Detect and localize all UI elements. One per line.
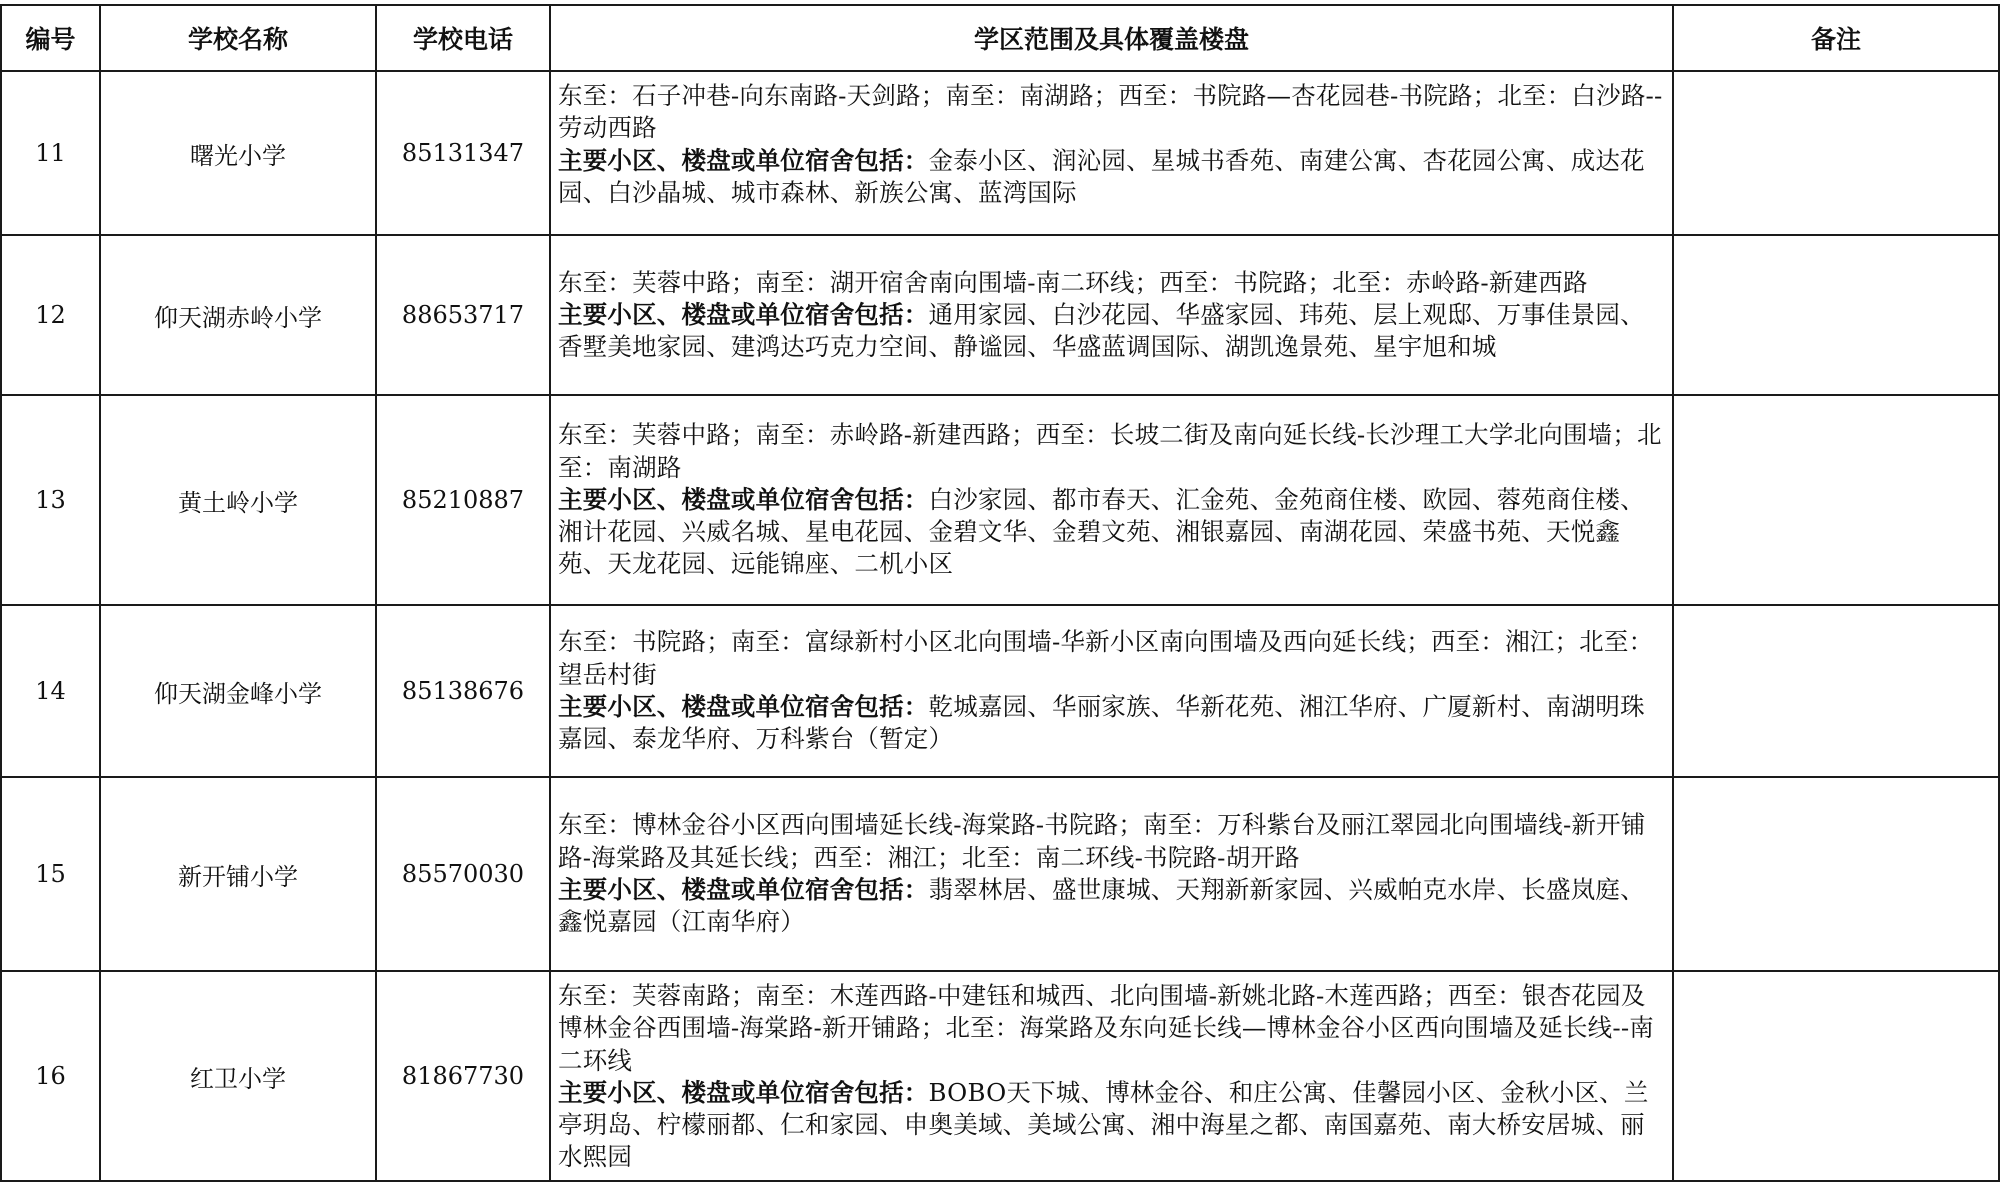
table-row (1, 777, 1999, 971)
school-phone: 85138676 (376, 605, 550, 777)
boundary-text: 东至：石子冲巷-向东南路-天剑路；南至：南湖路；西至：书院路—杏花园巷-书院路；北至：白沙路--劳动西路 (558, 81, 1663, 143)
estates-label: 主要小区、楼盘或单位宿舍包括： (558, 875, 929, 904)
district-range (550, 235, 1673, 395)
school-phone: 81867730 (376, 971, 550, 1181)
boundary-text: 东至：芙蓉中路；南至：湖开宿舍南向围墙-南二环线；西至：书院路；北至：赤岭路-新建西路 (558, 267, 1588, 297)
school-name: 新开铺小学 (100, 777, 376, 971)
school-phone: 85131347 (376, 71, 550, 235)
remark-cell (1673, 235, 1999, 395)
estates-label: 主要小区、楼盘或单位宿舍包括： (558, 145, 929, 175)
row-num: 16 (1, 971, 100, 1181)
estates-text: 白沙家园、都市春天、汇金苑、金苑商住楼、欧园、蓉苑商住楼、湘计花园、兴威名城、星电花园、金碧文华、金碧文苑、湘银嘉园、南湖花园、荣盛书苑、天悦鑫苑、天龙花园、远能锦座、二机小区 (558, 484, 1645, 579)
school-name: 仰天湖金峰小学 (100, 605, 376, 777)
school-name: 曙光小学 (100, 71, 376, 235)
remark-cell (1673, 971, 1999, 1181)
school-name: 黄土岭小学 (100, 395, 376, 605)
row-num: 14 (1, 605, 100, 777)
school-name: 仰天湖赤岭小学 (100, 235, 376, 395)
row-num: 12 (1, 235, 100, 395)
estates-text: 翡翠林居、盛世康城、天翔新新家园、兴威帕克水岸、长盛岚庭、鑫悦嘉园（江南华府） (558, 875, 1645, 937)
district-range (550, 605, 1673, 777)
boundary-text: 东至：书院路；南至：富绿新村小区北向围墙-华新小区南向围墙及西向延长线；西至：湘江；北至：望岳村街 (558, 627, 1654, 689)
district-range (550, 971, 1673, 1181)
boundary-text: 东至：芙蓉南路；南至：木莲西路-中建钰和城西、北向围墙-新姚北路-木莲西路；西至：银杏花园及博林金谷西围墙-海棠路-新开铺路；北至：海棠路及东向延长线—博林金谷小区西向围墙及延长线--南二环线 (558, 981, 1655, 1075)
table-row (1, 235, 1999, 395)
district-range (550, 777, 1673, 971)
estates-text: 金泰小区、润沁园、星城书香苑、南建公寓、杏花园公寓、成达花园、白沙晶城、城市森林、新族公寓、蓝湾国际 (558, 145, 1645, 207)
header-remark: 备注 (1673, 5, 1999, 71)
remark-cell (1673, 605, 1999, 777)
table-row (1, 605, 1999, 777)
remark-cell (1673, 71, 1999, 235)
school-phone: 88653717 (376, 235, 550, 395)
school-district-table (0, 4, 2000, 1182)
estates-text: 乾城嘉园、华丽家族、华新花苑、湘江华府、广厦新村、南湖明珠嘉园、泰龙华府、万科紫台（暂定） (558, 692, 1645, 754)
table-row (1, 395, 1999, 605)
table-row (1, 71, 1999, 235)
row-num: 11 (1, 71, 100, 235)
row-num: 15 (1, 777, 100, 971)
header-row (1, 5, 1999, 71)
boundary-text: 东至：芙蓉中路；南至：赤岭路-新建西路；西至：长坡二街及南向延长线-长沙理工大学北向围墙；北至：南湖路 (558, 420, 1662, 482)
estates-label: 主要小区、楼盘或单位宿舍包括： (558, 692, 929, 721)
estates-label: 主要小区、楼盘或单位宿舍包括： (558, 299, 929, 329)
remark-cell (1673, 777, 1999, 971)
header-school-name: 学校名称 (100, 5, 376, 71)
estates-label: 主要小区、楼盘或单位宿舍包括： (558, 1077, 929, 1107)
school-phone: 85210887 (376, 395, 550, 605)
header-district-range: 学区范围及具体覆盖楼盘 (550, 5, 1673, 71)
estates-label: 主要小区、楼盘或单位宿舍包括： (558, 484, 929, 514)
header-num: 编号 (1, 5, 100, 71)
estates-text: BOBO天下城、博林金谷、和庄公寓、佳馨园小区、金秋小区、兰亭玥岛、柠檬丽都、仁和家园、申奥美域、美域公寓、湘中海星之都、南国嘉苑、南大桥安居城、丽水熙园 (558, 1077, 1649, 1172)
school-phone: 85570030 (376, 777, 550, 971)
school-name: 红卫小学 (100, 971, 376, 1181)
header-school-phone: 学校电话 (376, 5, 550, 71)
estates-text: 通用家园、白沙花园、华盛家园、玮苑、层上观邸、万事佳景园、香墅美地家园、建鸿达巧克力空间、静谧园、华盛蓝调国际、湖凯逸景苑、星宇旭和城 (558, 299, 1645, 362)
row-num: 13 (1, 395, 100, 605)
remark-cell (1673, 395, 1999, 605)
district-range (550, 71, 1673, 235)
table-row (1, 971, 1999, 1181)
boundary-text: 东至：博林金谷小区西向围墙延长线-海棠路-书院路；南至：万科紫台及丽江翠园北向围墙线-新开铺路-海棠路及其延长线；西至：湘江；北至：南二环线-书院路-胡开路 (558, 810, 1646, 872)
district-range (550, 395, 1673, 605)
